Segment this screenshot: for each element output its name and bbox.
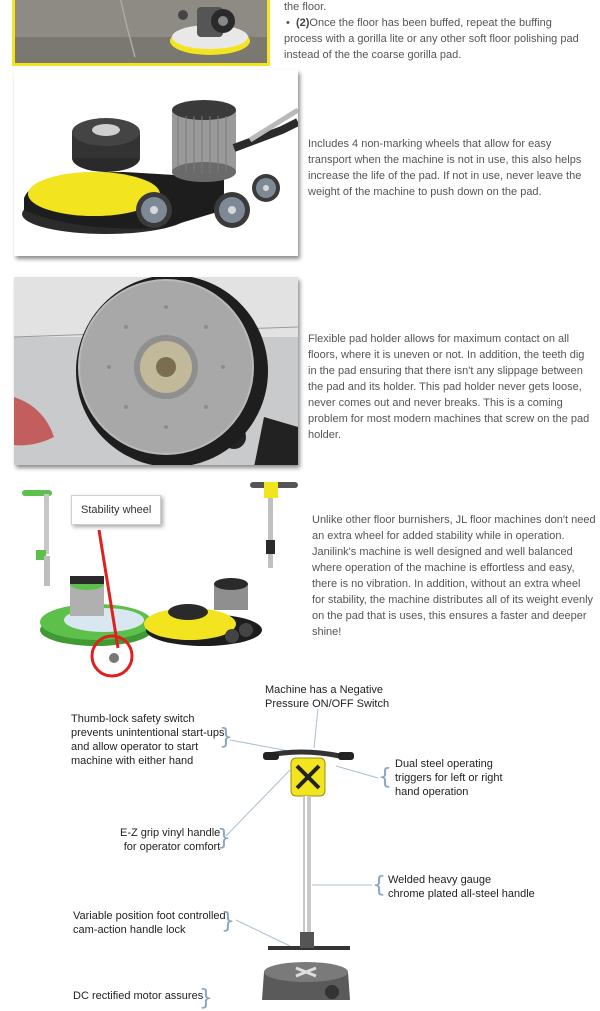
wheels-description: Includes 4 non-marking wheels that allow for easy transport when the machine is not in use, this also helps increase the life of the pad. If not in use, never leave the weight of the machine to push down on the pad.	[308, 138, 582, 198]
wheels-photo	[14, 70, 298, 256]
welded-handle-label: Welded heavy gauge chrome plated all-steel handle	[388, 874, 535, 900]
step-2-item	[284, 15, 584, 63]
stability-description: Unlike other floor burnishers, JL floor machines don't need an extra wheel for added stability while in operation. Janilink's machine is well designed and well balanced where operation of the machine is effortless and easy, there is no vibration. In addition, without an extra wheel for stability, the machine distributes all of its weight evenly on the pad that is uses, this ensures a faster and deeper shine!	[312, 514, 596, 638]
top-partial-photo	[12, 0, 270, 66]
welded-handle-brace-icon: {	[372, 873, 386, 898]
thumb-lock-brace-icon: }	[219, 725, 233, 750]
intro-floor-text: the floor.	[284, 1, 327, 13]
floor-machine-top-image	[15, 0, 267, 63]
bullet-dot: •	[286, 17, 296, 29]
pad-holder-image	[14, 277, 298, 465]
dual-triggers-label: Dual steel operating triggers for left or right hand operation	[395, 758, 503, 798]
foot-lock-label: Variable position foot controlled cam-action handle lock	[73, 910, 226, 936]
machine-wheels-image	[14, 70, 298, 256]
dual-triggers-brace-icon: {	[378, 765, 392, 790]
pad-holder-photo	[14, 277, 298, 465]
ez-grip-label: E-Z grip vinyl handle for operator comfort	[120, 827, 221, 853]
ez-grip-brace-icon: }	[217, 826, 231, 851]
stability-wheel-callout: Stability wheel	[71, 495, 161, 525]
foot-lock-brace-icon: }	[221, 909, 235, 934]
dc-motor-brace-icon: }	[199, 986, 213, 1011]
pad-holder-description: Flexible pad holder allows for maximum contact on all floors, where it is uneven or not. In addition, the teeth dig in the pad ensuring that there isn't any slippage between the pad and its holder. This pad holder never gets loose, never comes out and never breaks. This is a coming problem for most modern machines that screw on the pad holder.	[308, 333, 590, 441]
negative-pressure-label: Machine has a Negative Pressure ON/OFF Switch	[265, 684, 390, 710]
step-2-text: Once the floor has been buffed, repeat the buffing process with a gorilla lite or any other soft floor polishing pad instead of the the coarse gorilla pad.	[284, 17, 579, 61]
step-2-number: (2)	[295, 17, 310, 29]
dc-motor-label: DC rectified motor assures	[73, 990, 204, 1002]
thumb-lock-label: Thumb-lock safety switch prevents unintentional start-ups and allow operator to start machine with either hand	[71, 713, 225, 767]
